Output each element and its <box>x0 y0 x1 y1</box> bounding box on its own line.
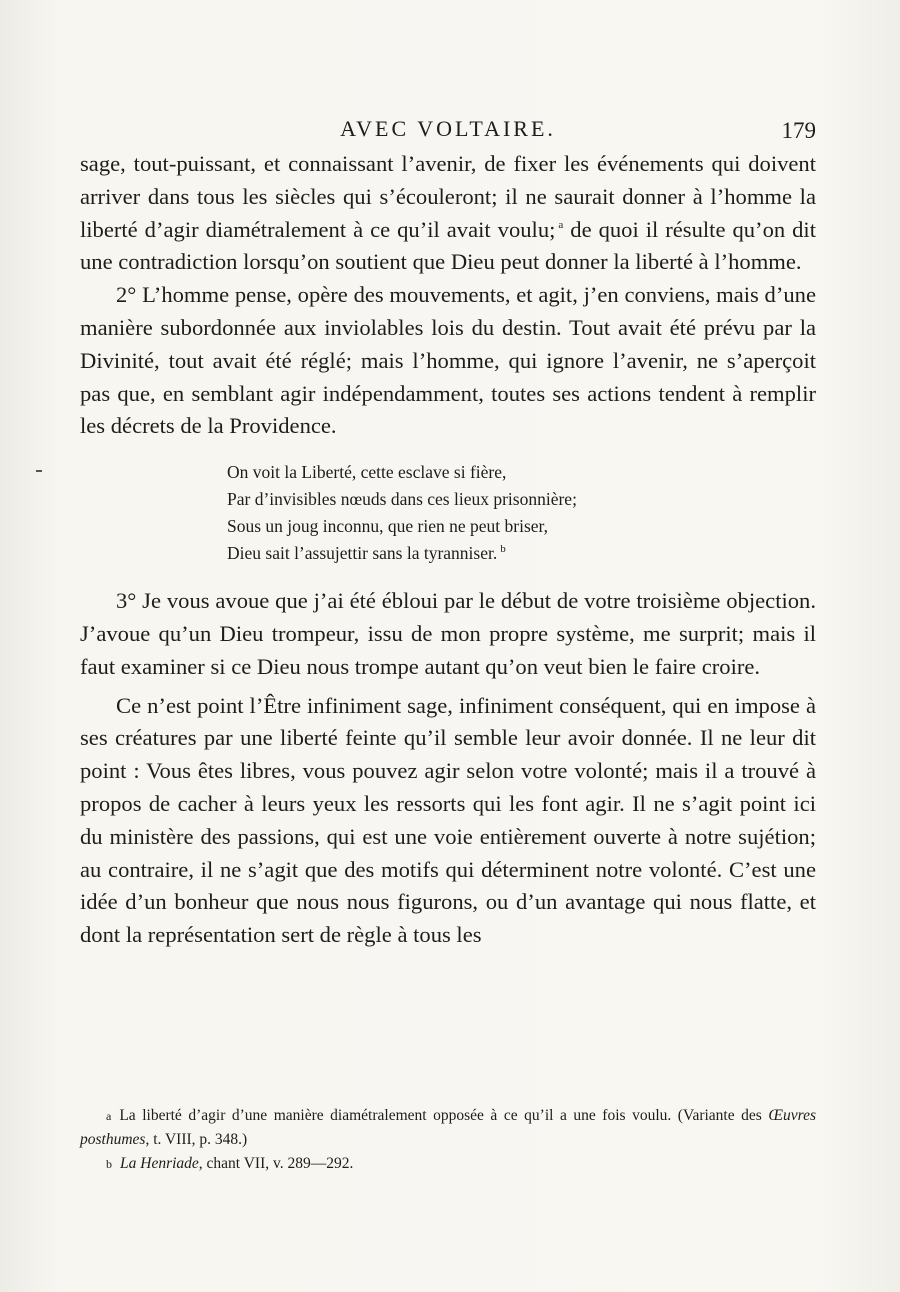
footnote-b-marker: b <box>106 1157 112 1171</box>
paragraph-2 <box>80 279 816 443</box>
paragraph-number: 2° <box>116 282 137 308</box>
verse-line-last <box>227 540 816 567</box>
verse-line: On voit la Liberté, cette esclave si fière, <box>227 462 507 483</box>
verse-quotation <box>227 459 816 567</box>
paragraph-text: Je vous avoue que j’ai été ébloui par le début de votre troisième objection. J’avoue qu’un Dieu trompeur, issu de mon propre système, me surprit; mais il faut examiner si ce Dieu nous trompe autant qu’on veut bien le faire croire. <box>80 588 816 679</box>
paragraph-continuation <box>80 148 816 279</box>
footnote-marker-a[interactable]: a <box>558 219 564 232</box>
footnote-b <box>80 1152 816 1176</box>
footnote-a-text: La liberté d’agir d’une manière diamétralement opposée à ce qu’il a une fois voulu. (Variante des <box>119 1107 769 1124</box>
verse-line-text: Dieu sait l’assujettir sans la tyranniser. <box>227 543 498 564</box>
page-content <box>80 112 816 952</box>
footnote-b-tail: , chant VII, v. 289—292. <box>198 1155 354 1172</box>
footnote-a <box>80 1104 816 1152</box>
page-header <box>80 112 816 148</box>
footnote-a-work: Œuvres posthumes <box>80 1107 816 1148</box>
paragraph-text: sage, tout-puissant, et connaissant l’avenir, de fixer les événements qui doivent arriver dans tous les siècles qui s’écouleront; il ne saurait donner à l’homme la liberté d’agir diamétralement à ce qu’il avait voulu; <box>80 151 816 242</box>
footnote-a-tail: , t. VIII, p. 348.) <box>145 1131 248 1148</box>
paragraph-text: de quoi il résulte qu’on dit une contradiction lorsqu’on soutient que Dieu peut donner la liberté à l’homme. <box>80 216 816 275</box>
verse-line: Sous un joug inconnu, que rien ne peut briser, <box>227 516 549 537</box>
paragraph-number: 3° <box>116 588 137 614</box>
running-title: AVEC VOLTAIRE. <box>340 116 556 141</box>
paragraph-text: L’homme pense, opère des mouvements, et agit, j’en conviens, mais d’une manière subordonnée aux inviolables lois du destin. Tout avait été prévu par la Divinité, tout avait été réglé; mais l’homme, qui ignore l’avenir, ne s’aperçoit pas que, en semblant agir indépendamment, toutes ses actions tendent à remplir les décrets de la Providence. <box>80 282 816 439</box>
footnote-b-work: La Henriade <box>120 1155 199 1172</box>
paragraph-4: Ce n’est point l’Être infiniment sage, infiniment conséquent, qui en impose à ses créatures par une liberté feinte qu’il semble leur avoir donnée. Il ne leur dit point : Vous êtes libres, vous pouvez agir selon votre volonté; mais il a trouvé à propos de cacher à leurs yeux les ressorts qui les font agir. Il ne s’agit point ici du ministère des passions, qui est une voie entièrement ouverte à notre sujétion; au contraire, il ne s’agit que des motifs qui déterminent notre volonté. C’est une idée d’un bonheur que nous nous figurons, ou d’un avantage qui nous flatte, et dont la représentation sert de règle à tous les <box>80 692 816 948</box>
footnote-a-marker: a <box>106 1109 112 1123</box>
page-number: 179 <box>781 118 816 143</box>
verse-line: Par d’invisibles nœuds dans ces lieux prisonnière; <box>227 489 577 510</box>
margin-mark <box>36 470 42 472</box>
footnote-marker-b[interactable]: b <box>500 543 506 556</box>
paragraph-3 <box>80 585 816 683</box>
footnotes <box>80 1104 816 1176</box>
